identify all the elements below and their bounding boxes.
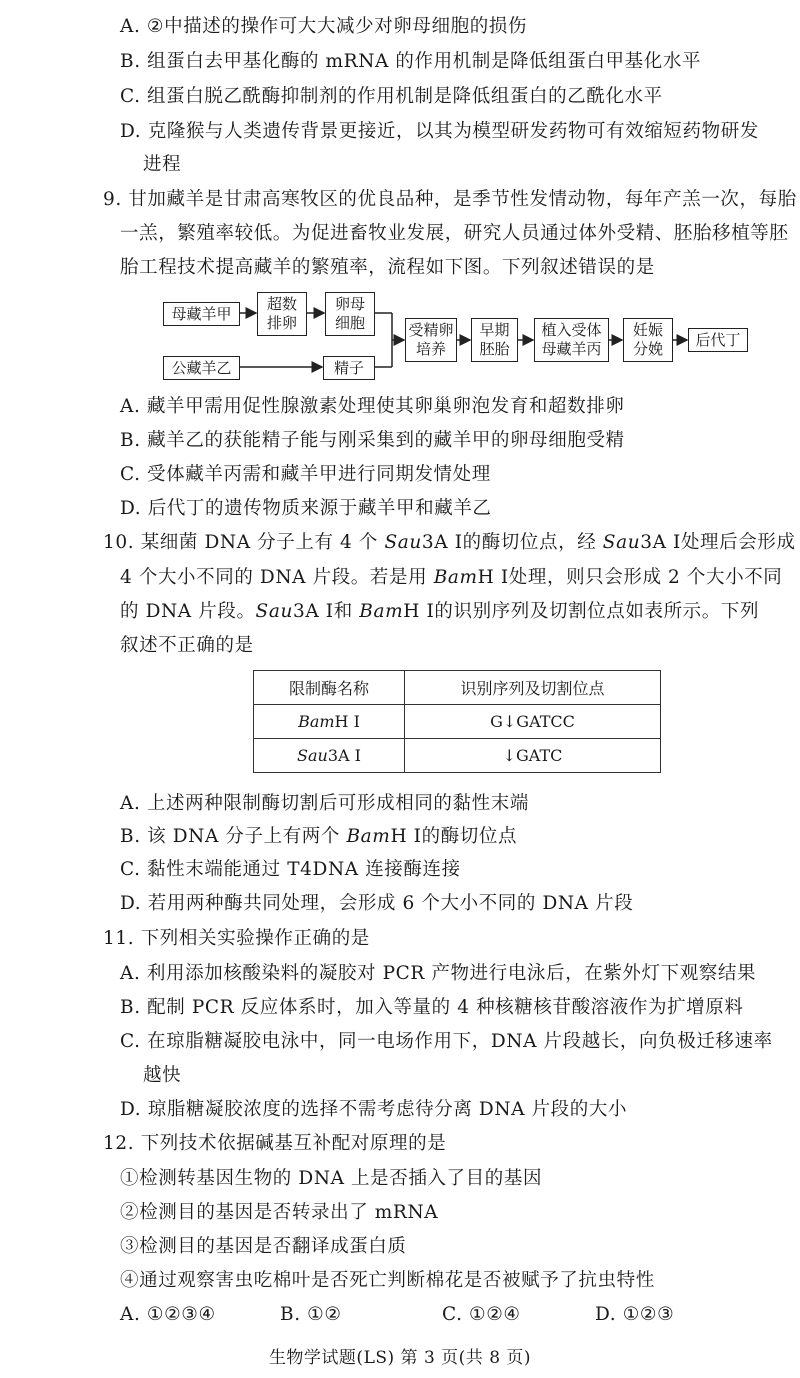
sau-4: Sau [297,746,328,765]
box-early-embryo-line1: 早期 [479,321,510,339]
q9-option-c: C. 受体藏羊丙需和藏羊甲进行同期发情处理 [120,464,491,485]
sau-3: Sau [255,601,293,622]
box-sperm: 精子 [323,356,375,380]
q10-ba: B. 该 DNA 分子上有两个 [120,826,347,847]
bam-2: Bam [359,601,404,622]
box-father-sheep: 公藏羊乙 [163,356,240,380]
table-cell-enzyme [254,739,405,773]
q9-stem-line1: 9. 甘加藏羊是甘肃高寒牧区的优良品种，是季节性发情动物，每年产羔一次，每胎 [103,189,797,210]
q9-option-a: A. 藏羊甲需用促性腺激素处理使其卵巢卵泡发育和超数排卵 [120,396,625,417]
box-pregnancy [623,318,673,362]
box-embryo-transfer-line2: 母藏羊丙 [541,340,602,358]
box-pregnancy-line2: 分娩 [632,340,663,358]
box-early-embryo [471,318,518,362]
q12-item-4: ④通过观察害虫吃棉叶是否死亡判断棉花是否被赋予了抗虫特性 [120,1270,655,1291]
q10-stem-line2 [120,565,782,591]
sau-2: Sau [602,532,641,553]
box-superovulation [257,292,307,336]
enzyme-table [253,670,661,773]
q12-item-3: ③检测目的基因是否翻译成蛋白质 [120,1236,407,1257]
q11-option-a: A. 利用添加核酸染料的凝胶对 PCR 产物进行电泳后，在紫外灯下观察结果 [120,963,757,984]
q8-option-d: D. 克隆猴与人类遗传背景更接近，以其为模型研发药物可有效缩短药物研发 [120,121,759,142]
box-superovulation-line2: 排卵 [266,314,297,332]
q8-option-b: B. 组蛋白去甲基化酶的 mRNA 的作用机制是降低组蛋白甲基化水平 [120,51,702,72]
bam-3: Bam [298,712,335,731]
q10-s1a: 10. 某细菌 DNA 分子上有 4 个 [103,532,385,553]
box-fertilized-egg-line2: 培养 [415,340,446,358]
q9-option-b: B. 藏羊乙的获能精子能与刚采集到的藏羊甲的卵母细胞受精 [120,430,625,451]
box-fertilized-egg-line1: 受精卵 [408,321,454,339]
box-mother-sheep: 母藏羊甲 [163,302,240,326]
box-oocyte-line1: 卵母 [334,295,365,313]
q9-stem-line3: 胎工程技术提高藏羊的繁殖率，流程如下图。下列叙述错误的是 [120,257,655,278]
q11-option-c-cont: 越快 [143,1065,182,1086]
table-header-name: 限制酶名称 [254,671,405,705]
q11-stem: 11. 下列相关实验操作正确的是 [103,928,370,949]
q12-option-a: A. ①②③④ [120,1304,216,1325]
table-row [254,705,661,739]
q10-s2a: 4 个大小不同的 DNA 片段。若是用 [120,567,434,588]
q10-option-a: A. 上述两种限制酶切割后可形成相同的黏性末端 [120,793,529,814]
table-header-row [254,671,661,705]
q11-option-b: B. 配制 PCR 反应体系时，加入等量的 4 种核糖核苷酸溶液作为扩增原料 [120,997,744,1018]
box-oocyte [325,292,375,336]
q12-stem: 12. 下列技术依据碱基互补配对原理的是 [103,1133,447,1154]
q10-option-b [120,824,517,850]
q10-s2b: H Ⅰ处理，则只会形成 2 个大小不同 [477,567,783,588]
q10-bb: H Ⅰ的酶切位点 [390,826,518,847]
box-embryo-transfer-line1: 植入受体 [541,321,602,339]
q12-item-1: ①检测转基因生物的 DNA 上是否插入了目的基因 [120,1168,543,1189]
table-cell-sequence: G↓GATCC [405,705,661,739]
q10-s3c: H Ⅰ的识别序列及切割位点如表所示。下列 [403,601,760,622]
q10-s3b: 3A Ⅰ和 [292,601,360,622]
table-cell-enzyme [254,705,405,739]
q12-option-d: D. ①②③ [595,1304,675,1325]
q10-s3a: 的 DNA 片段。 [120,601,256,622]
box-oocyte-line2: 细胞 [334,314,365,332]
box-early-embryo-line2: 胚胎 [479,340,510,358]
q10-s1c: 3A Ⅰ处理后会形成 [640,532,796,553]
table-row [254,739,661,773]
box-fertilized-egg [405,318,457,362]
q9-stem-line2: 一羔，繁殖率较低。为促进畜牧业发展，研究人员通过体外受精、胚胎移植等胚 [120,223,789,244]
q10-s1b: 3A Ⅰ的酶切位点，经 [421,532,603,553]
q10-stem-line4: 叙述不正确的是 [120,635,254,656]
box-pregnancy-line1: 妊娠 [632,321,663,339]
q10-stem-line1 [103,530,796,556]
q8-option-a: A. ②中描述的操作可大大减少对卵母细胞的损伤 [120,16,528,37]
q9-flowchart [160,290,785,390]
q8-option-c: C. 组蛋白脱乙酰酶抑制剂的作用机制是降低组蛋白的乙酰化水平 [120,86,663,107]
table-cell-sequence: ↓GATC [405,739,661,773]
q10-option-d: D. 若用两种酶共同处理，会形成 6 个大小不同的 DNA 片段 [120,893,634,914]
q10-option-c: C. 黏性末端能通过 T4DNA 连接酶连接 [120,859,461,880]
q12-item-2: ②检测目的基因是否转录出了 mRNA [120,1202,439,1223]
table-header-seq: 识别序列及切割位点 [405,671,661,705]
bam-1: Bam [433,567,478,588]
q8-option-d-cont: 进程 [143,154,182,175]
q12-option-c: C. ①②④ [442,1304,521,1325]
q12-option-b: B. ①② [280,1304,342,1325]
q9-option-d: D. 后代丁的遗传物质来源于藏羊甲和藏羊乙 [120,498,492,519]
q11-option-d: D. 琼脂糖凝胶浓度的选择不需考虑待分离 DNA 片段的大小 [120,1099,628,1120]
bam-4: Bam [346,826,391,847]
r1-name: H Ⅰ [334,712,360,731]
r2-name: 3A Ⅰ [327,746,361,765]
page-footer: 生物学试题(LS) 第 3 页(共 8 页) [268,1348,532,1368]
box-offspring: 后代丁 [688,328,748,352]
q10-stem-line3 [120,599,759,625]
q11-option-c: C. 在琼脂糖凝胶电泳中，同一电场作用下，DNA 片段越长，向负极迁移速率 [120,1031,773,1052]
box-superovulation-line1: 超数 [266,295,297,313]
box-embryo-transfer [534,318,609,362]
sau-1: Sau [384,532,422,553]
